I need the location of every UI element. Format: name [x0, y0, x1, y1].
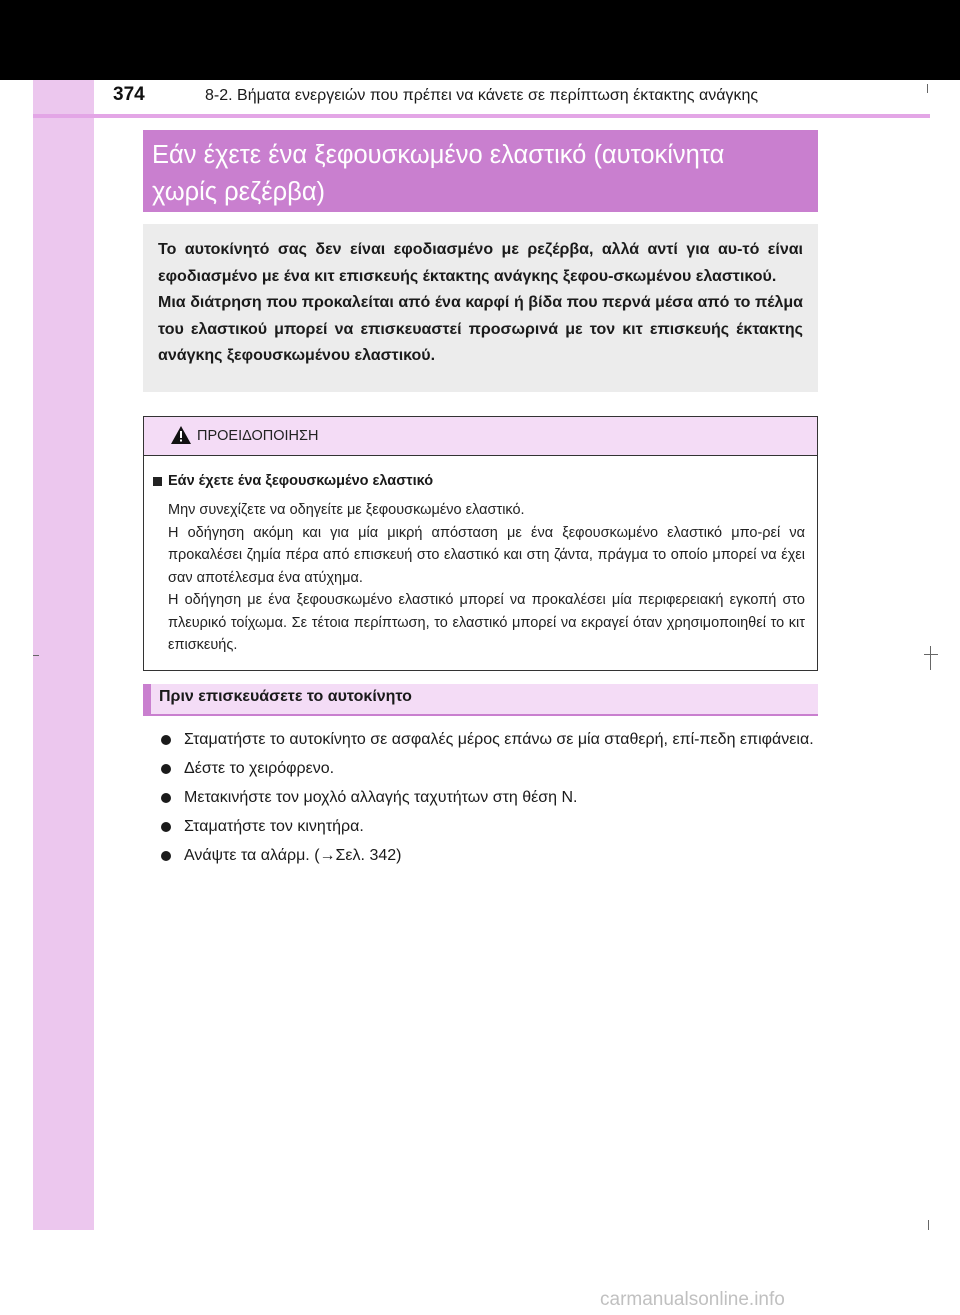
- warning-line-2: Η οδήγηση ακόμη και για μία μικρή απόσταση με ένα ξεφουσκωμένο ελαστικό μπο-ρεί να προκαλέσει ζημία πέρα από επισκευή στο ελαστικό και στη ζάντα, πράγμα το οποίο μπορεί να έχει σαν αποτέλεσμα ένα ατύχημα.: [168, 524, 805, 586]
- step-text: Ανάψτε τα αλάρμ. (→Σελ. 342): [184, 847, 402, 864]
- title-line-2: χωρίς ρεζέρβα): [152, 178, 326, 206]
- step-text: Σταματήστε το αυτοκίνητο σε ασφαλές μέρος επάνω σε μία σταθερή, επί-πεδη επιφάνεια.: [184, 731, 814, 748]
- warning-box: [143, 416, 818, 671]
- header-rule: [33, 114, 930, 118]
- step-text: Σταματήστε τον κινητήρα.: [184, 818, 364, 835]
- list-item: [155, 814, 818, 839]
- crop-mark: [930, 646, 931, 670]
- warning-body: [144, 456, 817, 657]
- list-item: [155, 843, 818, 868]
- bullet-dot-icon: [161, 851, 171, 861]
- bullet-dot-icon: [161, 822, 171, 832]
- title-line-1: Εάν έχετε ένα ξεφουσκωμένο ελαστικό (αυτοκίνητα: [152, 141, 725, 169]
- warning-label: ΠΡΟΕΙΔΟΠΟΙΗΣΗ: [197, 428, 319, 444]
- before-repair-steps: [155, 727, 818, 872]
- list-item: [155, 727, 818, 752]
- bullet-dot-icon: [161, 764, 171, 774]
- warning-line-3: Η οδήγηση με ένα ξεφουσκωμένο ελαστικό μπορεί να προκαλέσει μία περιφερειακή εγκοπή στο πλευρικό τοίχωμα. Σε τέτοια περίπτωση, το ελαστικό μπορεί να εκραγεί όταν χρησιμοποιηθεί το κιτ επισκευής.: [168, 592, 805, 653]
- square-bullet-icon: [153, 477, 162, 486]
- bullet-dot-icon: [161, 735, 171, 745]
- side-color-strip: [33, 80, 94, 1230]
- list-item: [155, 785, 818, 810]
- page-title: [143, 130, 818, 212]
- intro-paragraph-1: Το αυτοκίνητό σας δεν είναι εφοδιασμένο με ρεζέρβα, αλλά αντί για αυ-τό είναι εφοδιασμένο με ένα κιτ επισκευής έκτακτης ανάγκης ξεφου-σκωμένου ελαστικού.: [158, 241, 803, 285]
- crop-mark: [927, 84, 928, 93]
- warning-line-1: Μην συνεχίζετε να οδηγείτε με ξεφουσκωμένο ελαστικό.: [168, 502, 525, 518]
- list-item: [155, 756, 818, 781]
- section-header: 8-2. Βήματα ενεργειών που πρέπει να κάνετε σε περίπτωση έκτακτης ανάγκης: [205, 87, 759, 104]
- warning-text: [168, 499, 805, 657]
- warning-header: [144, 417, 817, 456]
- warning-subheading: [153, 472, 805, 490]
- watermark: carmanualsonline.info: [600, 1289, 785, 1310]
- before-repair-heading: Πριν επισκευάσετε το αυτοκίνητο: [143, 684, 818, 716]
- step-text: Μετακινήστε τον μοχλό αλλαγής ταχυτήτων στη θέση N.: [184, 789, 578, 806]
- top-black-band: [0, 0, 960, 80]
- intro-paragraph-2: Μια διάτρηση που προκαλείται από ένα καρφί ή βίδα που περνά μέσα από το πέλμα του ελαστικού μπορεί να επισκευαστεί προσωρινά με τον κιτ επισκευής έκτακτης ανάγκης ξεφουσκωμένου ελαστικού.: [158, 294, 803, 364]
- bullet-dot-icon: [161, 793, 171, 803]
- warning-triangle-icon: [171, 426, 191, 444]
- warning-subheading-text: Εάν έχετε ένα ξεφουσκωμένο ελαστικό: [168, 473, 434, 489]
- crop-mark: [33, 655, 39, 656]
- crop-mark: [928, 1220, 929, 1230]
- crop-mark: [924, 654, 938, 655]
- step-text: Δέστε το χειρόφρενο.: [184, 760, 335, 777]
- intro-box: [143, 224, 818, 392]
- page-number: 374: [113, 84, 145, 105]
